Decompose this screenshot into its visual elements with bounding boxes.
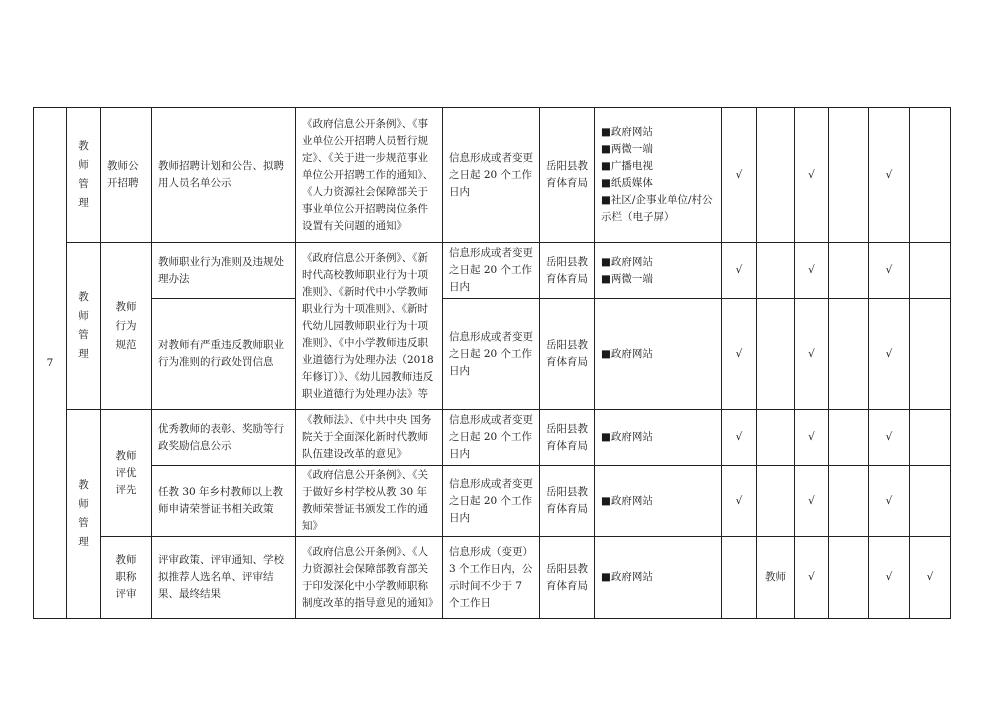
empty-cell (829, 108, 869, 243)
empty-cell (910, 299, 951, 410)
channels-cell (595, 466, 722, 537)
empty-cell (829, 537, 869, 619)
table-row (34, 537, 951, 619)
item-cell: 对教师有严重违反教师职业行为准则的行政处罚信息 (152, 299, 296, 410)
subject-cell: 岳阳县教育体育局 (540, 108, 595, 243)
check-mark: √ (869, 410, 910, 466)
subcategory-cell: 教师评优评先 (101, 410, 152, 537)
subcategory-cell: 教师职称评审 (101, 537, 152, 619)
category-cell (67, 410, 101, 619)
subject-cell: 岳阳县教育体育局 (540, 410, 595, 466)
channel-item: ■两微一端 (601, 143, 653, 155)
table-row (34, 466, 951, 537)
table-row (34, 243, 951, 299)
empty-cell (829, 410, 869, 466)
empty-cell (757, 466, 795, 537)
timeframe-cell: 信息形成或者变更之日起 20 个工作日内 (443, 243, 540, 299)
channels-cell (595, 537, 722, 619)
table-row (34, 410, 951, 466)
check-mark: √ (910, 537, 951, 619)
item-cell: 任教 30 年乡村教师以上教师申请荣誉证书相关政策 (152, 466, 296, 537)
subject-cell: 岳阳县教育体育局 (540, 537, 595, 619)
channels-cell (595, 243, 722, 299)
category-char: 管 (78, 178, 89, 190)
check-mark: √ (869, 466, 910, 537)
timeframe-cell: 信息形成（变更）3 个工作日内，公示时间不少于 7 个工作日 (443, 537, 540, 619)
item-cell: 教师职业行为准则及违规处理办法 (152, 243, 296, 299)
channels-cell (595, 410, 722, 466)
specific-group-cell: 教师 (757, 537, 795, 619)
item-cell: 优秀教师的表彰、奖励等行政奖励信息公示 (152, 410, 296, 466)
check-mark: √ (722, 466, 757, 537)
table-row (34, 108, 951, 243)
timeframe-cell: 信息形成或者变更之日起 20 个工作日内 (443, 466, 540, 537)
empty-cell (910, 108, 951, 243)
check-mark: √ (869, 243, 910, 299)
subject-cell: 岳阳县教育体育局 (540, 466, 595, 537)
timeframe-cell: 信息形成或者变更之日起 20 个工作日内 (443, 410, 540, 466)
item-cell: 教师招聘计划和公告、拟聘用人员名单公示 (152, 108, 296, 243)
basis-cell: 《政府信息公开条例》、《人力资源社会保障部教育部关于印发深化中小学教师职称制度改革的指导意见的通知》 (296, 537, 443, 619)
channel-item: ■两微一端 (601, 272, 653, 285)
category-char: 教 (78, 479, 89, 491)
disclosure-table (33, 107, 951, 619)
channel-item: ■政府网站 (601, 347, 653, 360)
channel-item: ■社区/企事业单位/村公示栏（电子屏） (601, 194, 713, 223)
category-char: 教 (78, 140, 89, 152)
empty-cell (757, 410, 795, 466)
subcategory-line: 教师 (115, 300, 137, 313)
channel-item: ■纸质媒体 (601, 177, 653, 189)
check-mark: √ (795, 410, 829, 466)
basis-cell: 《政府信息公开条例》、《关于做好乡村学校从教 30 年教师荣誉证书颁发工作的通知》 (296, 466, 443, 537)
category-cell (67, 243, 101, 410)
check-mark: √ (722, 299, 757, 410)
subject-cell: 岳阳县教育体育局 (540, 243, 595, 299)
category-char: 管 (78, 329, 89, 341)
category-cell (67, 108, 101, 243)
empty-cell (757, 108, 795, 243)
category-char: 师 (78, 498, 89, 510)
channel-item: ■政府网站 (601, 255, 653, 268)
item-cell: 评审政策、评审通知、学校拟推荐人选名单、评审结果、最终结果 (152, 537, 296, 619)
subject-cell: 岳阳县教育体育局 (540, 299, 595, 410)
empty-cell (757, 243, 795, 299)
check-mark: √ (869, 299, 910, 410)
channel-item: ■政府网站 (601, 571, 653, 583)
empty-cell (757, 299, 795, 410)
empty-cell (910, 243, 951, 299)
category-char: 理 (78, 197, 89, 209)
check-mark: √ (869, 537, 910, 619)
subcategory-line: 规范 (115, 338, 137, 351)
check-mark: √ (722, 108, 757, 243)
check-mark: √ (795, 299, 829, 410)
basis-cell: 《政府信息公开条例》、《新时代高校教师职业行为十项准则》、《新时代中小学教师职业行为十项准则》、《新时代幼儿园教师职业行为十项准则》、《中小学教师违反职业道德行为处理办法（2018 年修订）》、《幼儿园教师违反职业道德行为处理办法》等 (296, 243, 443, 410)
empty-cell (722, 537, 757, 619)
channels-cell (595, 299, 722, 410)
channel-item: ■广播电视 (601, 160, 653, 172)
channels-cell (595, 108, 722, 243)
empty-cell (910, 410, 951, 466)
basis-cell: 《政府信息公开条例》、《事业单位公开招聘人员暂行规定》、《关于进一步规范事业单位公开招聘工作的通知》、《人力资源社会保障部关于事业单位公开招聘岗位条件设置有关问题的通知》 (296, 108, 443, 243)
check-mark: √ (795, 466, 829, 537)
empty-cell (829, 466, 869, 537)
empty-cell (829, 299, 869, 410)
row-index: 7 (34, 108, 67, 619)
check-mark: √ (722, 410, 757, 466)
check-mark: √ (795, 243, 829, 299)
table-row (34, 299, 951, 410)
timeframe-cell: 信息形成或者变更之日起 20 个工作日内 (443, 108, 540, 243)
channel-item: ■政府网站 (601, 494, 653, 507)
timeframe-cell: 信息形成或者变更之日起 20 个工作日内 (443, 299, 540, 410)
empty-cell (910, 466, 951, 537)
channel-item: ■政府网站 (601, 126, 653, 138)
channel-item: ■政府网站 (601, 431, 653, 443)
category-char: 管 (78, 517, 89, 529)
check-mark: √ (869, 108, 910, 243)
empty-cell (829, 243, 869, 299)
check-mark: √ (722, 243, 757, 299)
category-char: 教 (78, 291, 89, 303)
subcategory-cell (101, 243, 152, 410)
check-mark: √ (795, 537, 829, 619)
check-mark: √ (795, 108, 829, 243)
category-char: 师 (78, 159, 89, 171)
category-char: 师 (78, 310, 89, 322)
category-char: 理 (78, 536, 89, 548)
category-char: 理 (78, 348, 89, 360)
subcategory-line: 行为 (115, 319, 137, 332)
basis-cell: 《教师法》、《中共中央 国务院关于全面深化新时代教师队伍建设改革的意见》 (296, 410, 443, 466)
subcategory-cell: 教师公开招聘 (101, 108, 152, 243)
